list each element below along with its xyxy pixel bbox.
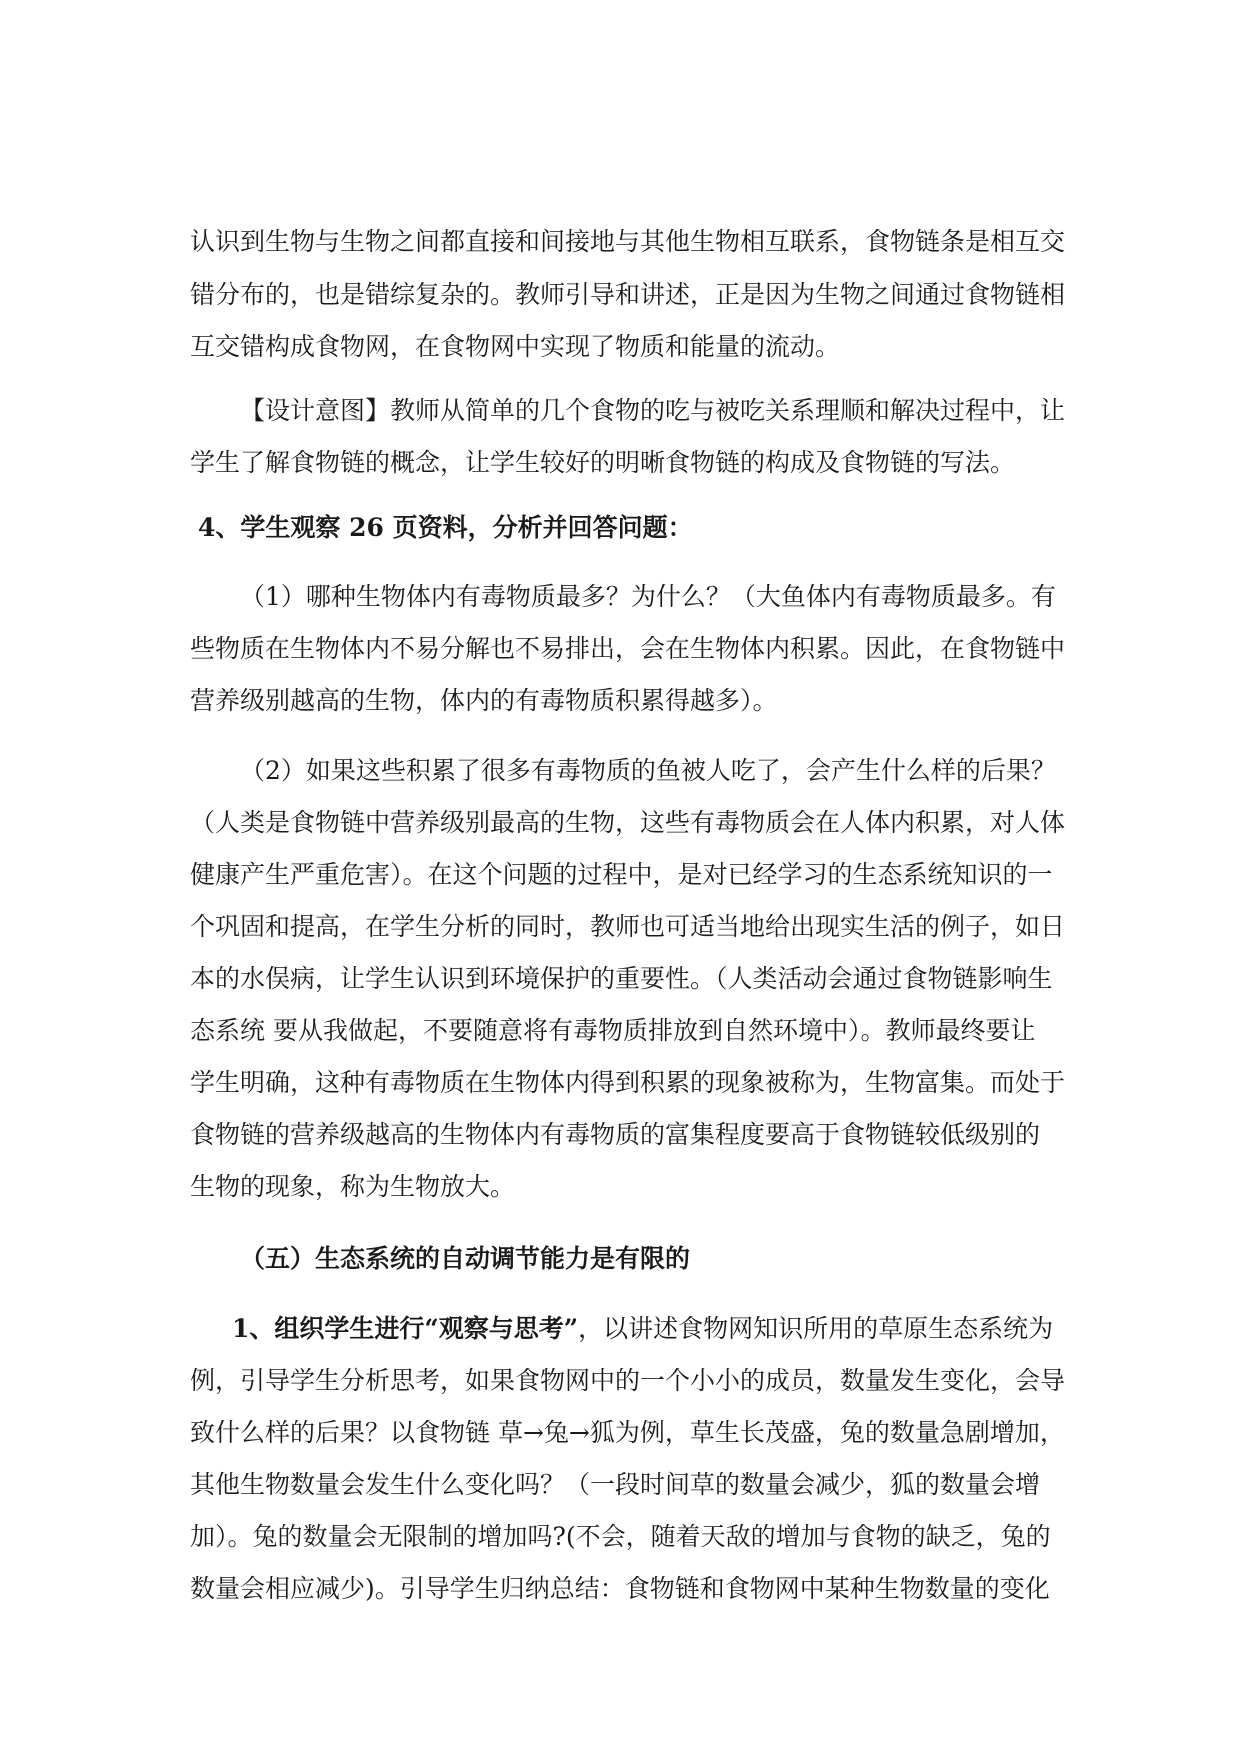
activity-text-line: 致什么样的后果？以食物链 草→兔→狐为例，草生长茂盛，兔的数量急剧增加， bbox=[190, 1418, 1065, 1447]
body-text-line: 认识到生物与生物之间都直接和间接地与其他生物相互联系，食物链条是相互交 bbox=[190, 227, 1066, 256]
section-heading: 4、学生观察 26 页资料，分析并回答问题： bbox=[198, 513, 693, 542]
question-text-line: 食物链的营养级越高的生物体内有毒物质的富集程度要高于食物链较低级别的 bbox=[190, 1120, 1041, 1149]
design-intent-line: 【设计意图】教师从简单的几个食物的吃与被吃关系理顺和解决过程中，让 bbox=[240, 396, 1066, 425]
question-text-line: （1）哪种生物体内有毒物质最多？为什么？（大鱼体内有毒物质最多。有 bbox=[240, 582, 1056, 611]
question-text-line: （人类是食物链中营养级别最高的生物，这些有毒物质会在人体内积累，对人体 bbox=[190, 808, 1066, 837]
question-text-line: 营养级别越高的生物，体内的有毒物质积累得越多）。 bbox=[190, 686, 778, 715]
question-text-line: 学生明确，这种有毒物质在生物体内得到积累的现象被称为，生物富集。而处于 bbox=[190, 1068, 1066, 1097]
question-text-line: 个巩固和提高，在学生分析的同时，教师也可适当地给出现实生活的例子，如日 bbox=[190, 912, 1066, 941]
section-heading: （五）生态系统的自动调节能力是有限的 bbox=[240, 1244, 691, 1273]
question-text-line: 本的水俣病，让学生认识到环境保护的重要性。（人类活动会通过食物链影响生 bbox=[190, 964, 1053, 993]
activity-text-line: 数量会相应减少)。引导学生归纳总结：食物链和食物网中某种生物数量的变化 bbox=[190, 1574, 1050, 1603]
body-text-line: 互交错构成食物网，在食物网中实现了物质和能量的流动。 bbox=[190, 332, 841, 361]
activity-text-line bbox=[232, 1316, 1053, 1341]
question-text-line: 态系统 要从我做起，不要随意将有毒物质排放到自然环境中）。教师最终要让 bbox=[190, 1016, 1036, 1045]
activity-text-line: 加）。兔的数量会无限制的增加吗?(不会，随着天敌的增加与食物的缺乏，兔的 bbox=[190, 1522, 1051, 1551]
question-text-line: 健康产生严重危害）。在这个问题的过程中，是对已经学习的生态系统知识的一 bbox=[190, 860, 1053, 889]
body-text-line: 错分布的，也是错综复杂的。教师引导和讲述，正是因为生物之间通过食物链相 bbox=[190, 280, 1066, 309]
question-text-line: 些物质在生物体内不易分解也不易排出，会在生物体内积累。因此，在食物链中 bbox=[190, 634, 1066, 663]
question-text-line: 生物的现象，称为生物放大。 bbox=[190, 1172, 516, 1201]
question-text-line: （2）如果这些积累了很多有毒物质的鱼被人吃了，会产生什么样的后果？ bbox=[240, 756, 1056, 785]
activity-text-line: 例，引导学生分析思考，如果食物网中的一个小小的成员，数量发生变化，会导 bbox=[190, 1366, 1066, 1395]
activity-lead-bold: 1、组织学生进行“观察与思考” bbox=[232, 1314, 579, 1343]
design-intent-line: 学生了解食物链的概念，让学生较好的明晰食物链的构成及食物链的写法。 bbox=[190, 448, 1016, 477]
activity-lead-rest: ，以讲述食物网知识所用的草原生态系统为 bbox=[578, 1314, 1054, 1343]
activity-text-line: 其他生物数量会发生什么变化吗？（一段时间草的数量会减少，狐的数量会增 bbox=[190, 1470, 1041, 1499]
